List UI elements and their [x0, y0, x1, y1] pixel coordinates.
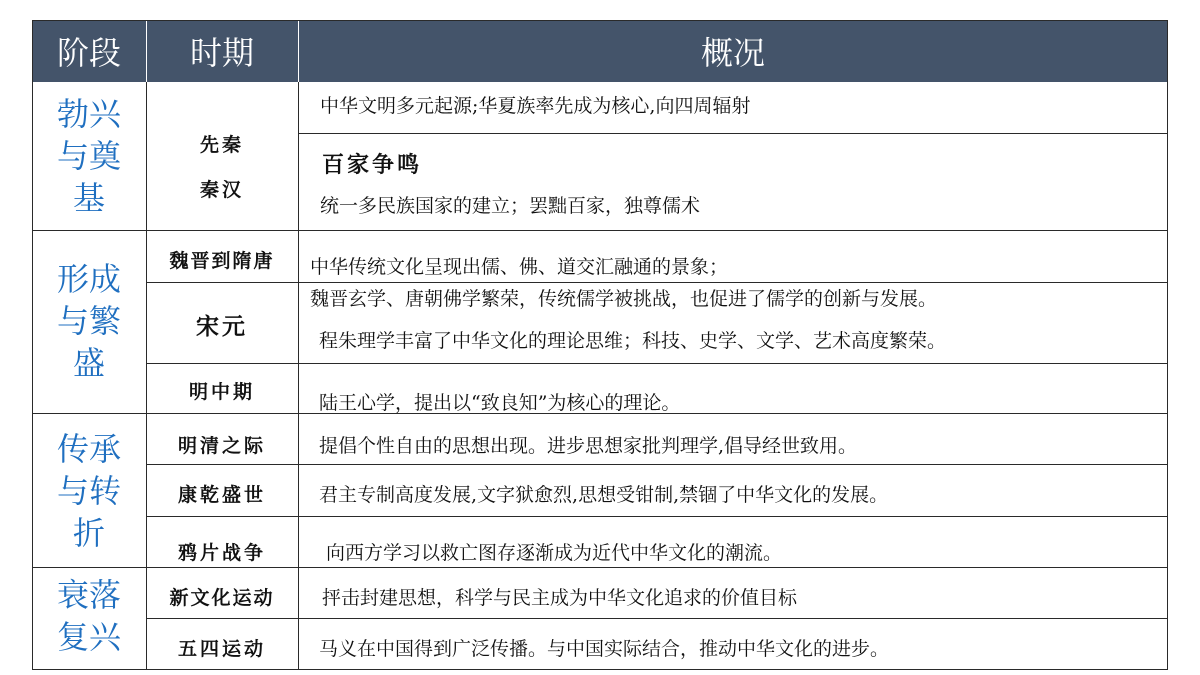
- overview-text: 百家争鸣: [322, 152, 423, 178]
- row-divider: [146, 516, 1168, 517]
- history-table: [32, 20, 1168, 670]
- border-top: [32, 20, 1168, 21]
- overview-text: 君主专制高度发展,文字狱愈烈,思想受钳制,禁锢了中华文化的发展。: [319, 484, 889, 506]
- row-divider: [146, 363, 1168, 364]
- period-cell: 五四运动: [177, 638, 266, 660]
- stage-line: 与繁: [56, 302, 121, 340]
- stage-cell: [32, 574, 146, 658]
- stage-line: 与奠: [56, 137, 121, 175]
- col-divider: [298, 82, 299, 670]
- stage-cell: [32, 93, 146, 219]
- header-divider: [146, 20, 147, 82]
- period-cell: 秦汉: [199, 179, 244, 201]
- overview-text: 提倡个性自由的思想出现。进步思想家批判理学,倡导经世致用。: [319, 435, 858, 457]
- overview-text: 陆王心学，提出以“致良知”为核心的理论。: [319, 392, 681, 414]
- border-right: [1167, 20, 1168, 670]
- row-divider: [146, 618, 1168, 619]
- overview-text: 魏晋玄学、唐朝佛学繁荣，传统儒学被挑战，也促进了儒学的创新与发展。: [310, 288, 938, 310]
- stage-line: 折: [72, 514, 105, 552]
- border-bottom: [32, 669, 1168, 670]
- stage-line: 传承: [56, 430, 121, 468]
- period-cell: 魏晋到隋唐: [169, 250, 275, 272]
- header-overview: 概况: [298, 20, 1168, 82]
- period-cell: 先秦: [199, 134, 244, 156]
- row-divider: [32, 230, 1168, 231]
- period-cell: 明清之际: [177, 435, 266, 457]
- overview-text: 统一多民族国家的建立；罢黜百家，独尊儒术: [320, 195, 701, 217]
- stage-line: 衰落: [56, 576, 121, 614]
- stage-cell: [32, 428, 146, 554]
- stage-cell: [32, 258, 146, 384]
- row-divider: [146, 464, 1168, 465]
- row-divider: [298, 133, 1168, 134]
- stage-line: 勃兴: [56, 95, 121, 133]
- col-divider: [146, 82, 147, 670]
- overview-text: 马义在中国得到广泛传播。与中国实际结合，推动中华文化的进步。: [319, 638, 890, 660]
- stage-line: 复兴: [56, 618, 121, 656]
- header-period: 时期: [146, 20, 298, 82]
- stage-line: 盛: [72, 344, 105, 382]
- row-divider: [32, 567, 1168, 568]
- overview-text: 向西方学习以救亡图存逐渐成为近代中华文化的潮流。: [326, 542, 783, 564]
- period-cell: 宋元: [196, 313, 248, 340]
- period-cell: 明中期: [188, 381, 255, 403]
- stage-line: 形成: [56, 260, 121, 298]
- overview-text: 中华传统文化呈现出儒、佛、道交汇融通的景象；: [310, 256, 729, 278]
- header-stage: 阶段: [32, 20, 146, 82]
- stage-line: 与转: [56, 472, 121, 510]
- period-cell: 新文化运动: [169, 587, 275, 609]
- period-cell: 鸦片战争: [177, 542, 266, 564]
- stage-line: 基: [72, 179, 105, 217]
- header-divider: [298, 20, 299, 82]
- overview-text: 中华文明多元起源;华夏族率先成为核心,向四周辐射: [320, 95, 751, 117]
- row-divider: [146, 282, 1168, 283]
- overview-text: 程朱理学丰富了中华文化的理论思维；科技、史学、文学、艺术高度繁荣。: [319, 330, 947, 352]
- period-cell: 康乾盛世: [177, 484, 266, 506]
- overview-text: 抨击封建思想，科学与民主成为中华文化追求的价值目标: [322, 587, 798, 609]
